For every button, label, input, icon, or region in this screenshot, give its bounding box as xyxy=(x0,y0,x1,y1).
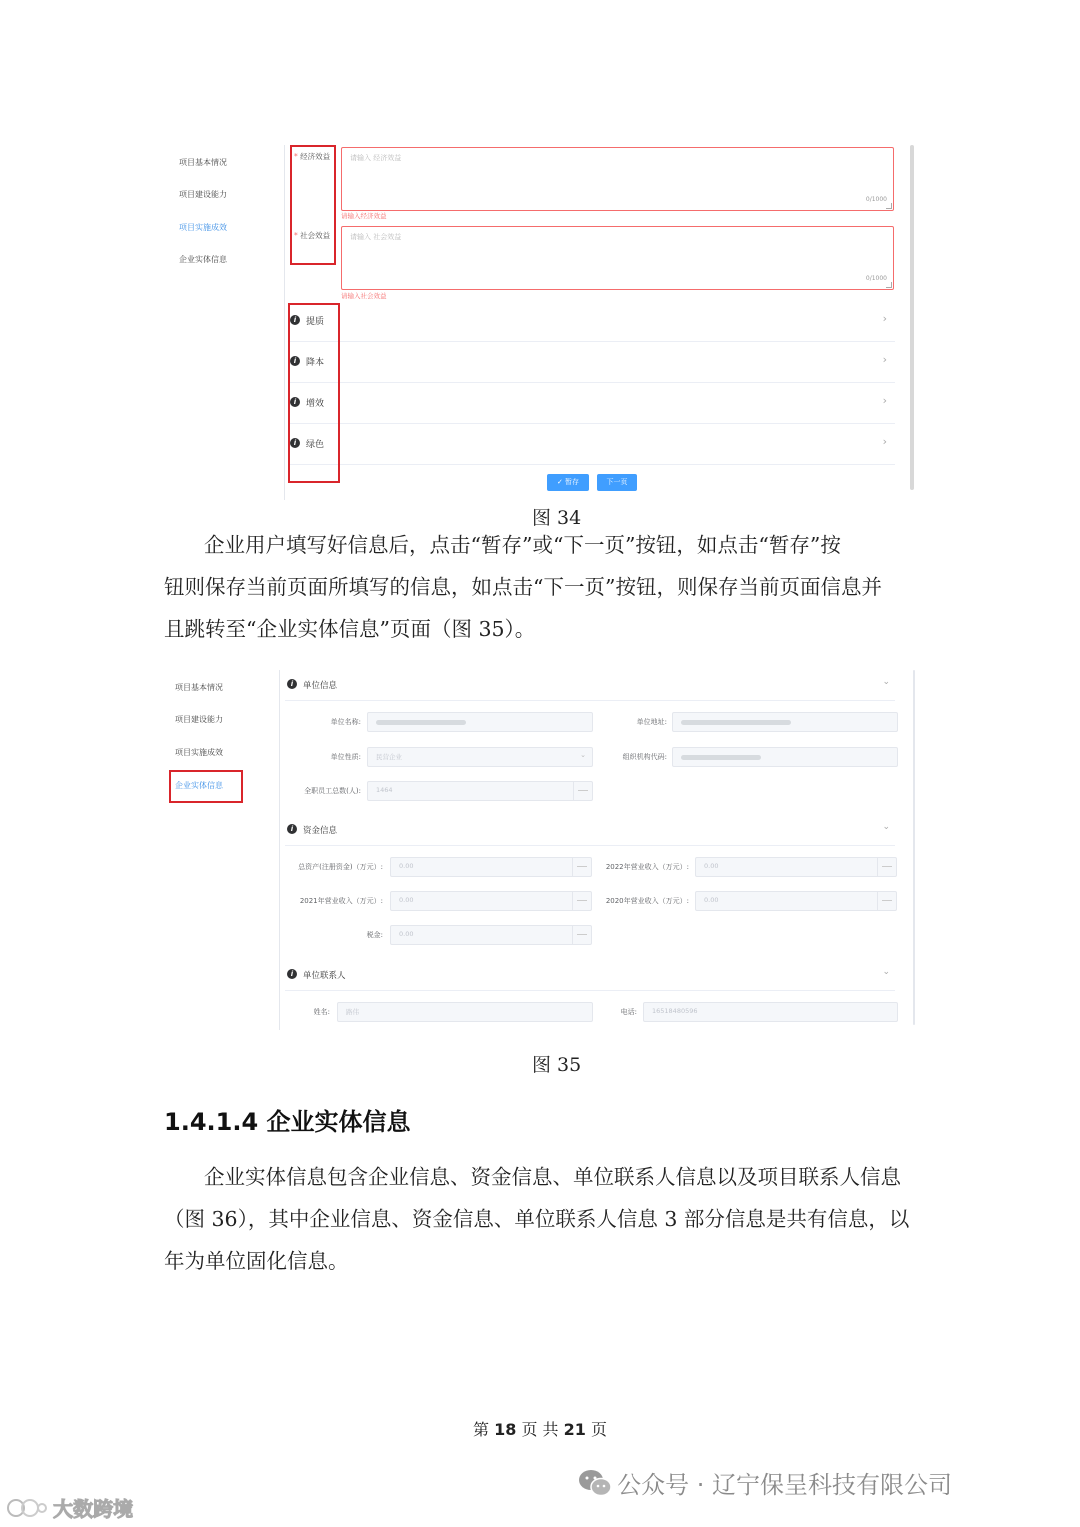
collapse-item-green[interactable] xyxy=(290,423,895,465)
collapse-item-efficiency[interactable] xyxy=(290,382,895,424)
collapse-item-cost[interactable] xyxy=(290,341,895,383)
scrollbar[interactable] xyxy=(910,145,914,490)
total-assets-input[interactable] xyxy=(390,857,592,877)
sidebar-item-implementation-results[interactable]: 项目实施成效 xyxy=(175,748,223,757)
required-mark: * xyxy=(294,231,298,240)
stepper[interactable] xyxy=(572,926,591,944)
next-page-button[interactable]: 下一页 xyxy=(597,474,637,491)
scrollbar[interactable] xyxy=(913,670,915,1025)
figure-34-caption: 图 34 xyxy=(532,507,582,529)
sidebar-item-implementation-results[interactable]: 项目实施成效 xyxy=(179,223,227,232)
revenue-2021-input[interactable] xyxy=(390,891,592,911)
section-title: 资金信息 xyxy=(303,826,338,836)
footer-suffix: 页 xyxy=(591,1420,608,1439)
input-value: 0.00 xyxy=(704,862,719,870)
chevron-right-icon: › xyxy=(882,394,887,407)
input-value: 16518480596 xyxy=(652,1007,698,1015)
figure-35-caption: 图 35 xyxy=(532,1054,582,1076)
section-title: 单位信息 xyxy=(303,681,338,691)
staff-count-label: 全职员工总数(人): xyxy=(304,787,361,795)
unit-address-label: 单位地址: xyxy=(636,718,667,726)
sidebar-item-enterprise-entity[interactable]: 企业实体信息 xyxy=(179,255,227,264)
unit-nature-select[interactable] xyxy=(367,747,593,767)
revenue-2022-input[interactable] xyxy=(695,857,897,877)
paragraph-line: 企业实体信息包含企业信息、资金信息、单位联系人信息以及项目联系人信息 xyxy=(204,1165,901,1189)
input-value: 0.00 xyxy=(399,862,414,870)
chevron-down-icon: ⌄ xyxy=(882,822,890,832)
sidebar-divider xyxy=(284,145,285,500)
paragraph-line: 企业用户填写好信息后，点击“暂存”或“下一页”按钮，如点击“暂存”按 xyxy=(204,533,841,557)
page-total: 21 xyxy=(563,1420,586,1439)
footer-middle: 页 共 xyxy=(521,1420,559,1439)
tax-input[interactable] xyxy=(390,925,592,945)
sidebar-item-project-basic[interactable]: 项目基本情况 xyxy=(175,683,223,692)
info-icon: i xyxy=(287,679,297,689)
resize-handle[interactable] xyxy=(886,282,892,288)
highlight-box-fields xyxy=(290,145,336,265)
revenue-2022-label: 2022年营业收入（万元）: xyxy=(605,863,689,871)
paragraph-entity-info xyxy=(164,1156,964,1282)
figure-34-screenshot xyxy=(170,140,920,500)
social-benefit-error: 请输入社会效益 xyxy=(341,292,387,300)
collapse-item-label: 提质 xyxy=(306,317,325,327)
section-unit-contact[interactable] xyxy=(285,960,895,991)
collapse-item-quality[interactable] xyxy=(290,300,895,342)
stepper[interactable] xyxy=(573,782,592,800)
unit-name-input[interactable] xyxy=(367,712,593,732)
section-fund-info[interactable] xyxy=(285,815,895,846)
info-icon: i xyxy=(290,315,300,325)
redacted-value xyxy=(376,720,466,725)
paragraph-intro xyxy=(164,524,964,650)
paragraph-line: 年为单位固化信息。 xyxy=(164,1249,349,1273)
social-benefit-counter: 0/1000 xyxy=(865,275,887,282)
info-icon: i xyxy=(290,438,300,448)
staff-count-input[interactable] xyxy=(367,781,593,801)
info-icon: i xyxy=(290,356,300,366)
org-code-input[interactable] xyxy=(672,747,898,767)
total-assets-label: 总资产(注册资金)（万元）: xyxy=(298,863,383,871)
redacted-value xyxy=(681,720,791,725)
chevron-right-icon: › xyxy=(882,312,887,325)
collapse-item-label: 绿色 xyxy=(306,440,325,450)
social-benefit-textarea[interactable] xyxy=(341,226,894,290)
info-icon: i xyxy=(290,397,300,407)
paragraph-line: 钮则保存当前页面所填写的信息，如点击“下一页”按钮，则保存当前页面信息并 xyxy=(164,575,882,599)
input-value: 0.00 xyxy=(399,930,414,938)
revenue-2020-label: 2020年营业收入（万元）: xyxy=(605,897,689,905)
sidebar-item-construction-capability[interactable]: 项目建设能力 xyxy=(175,715,223,724)
figure-35-screenshot xyxy=(165,665,920,1030)
corner-watermark-text: 大数跨境 xyxy=(53,1497,134,1521)
sidebar-item-construction-capability[interactable]: 项目建设能力 xyxy=(179,190,227,199)
input-value: 1464 xyxy=(376,786,393,794)
section-unit-info[interactable] xyxy=(285,670,895,701)
corner-watermark xyxy=(6,1493,133,1522)
stepper[interactable] xyxy=(572,892,591,910)
contact-phone-input[interactable] xyxy=(643,1002,898,1022)
highlight-box-collapse xyxy=(288,303,340,483)
economic-benefit-counter: 0/1000 xyxy=(865,196,887,203)
wechat-account-name: 公众号 · 辽宁保呈科技有限公司 xyxy=(617,1471,952,1499)
sidebar-item-project-basic[interactable]: 项目基本情况 xyxy=(179,158,227,167)
social-benefit-label-text: 社会效益 xyxy=(300,231,331,240)
unit-address-input[interactable] xyxy=(672,712,898,732)
revenue-2020-input[interactable] xyxy=(695,891,897,911)
footer-prefix: 第 xyxy=(472,1420,489,1439)
economic-benefit-placeholder: 请输入 经济效益 xyxy=(350,154,402,162)
stepper[interactable] xyxy=(877,858,896,876)
paragraph-line: （图 36），其中企业信息、资金信息、单位联系人信息 3 部分信息是共有信息，以 xyxy=(164,1207,910,1231)
input-value: 0.00 xyxy=(399,896,414,904)
chevron-down-icon: ⌄ xyxy=(882,677,890,687)
select-value: 民营企业 xyxy=(376,753,402,761)
contact-name-input[interactable] xyxy=(337,1002,593,1022)
contact-name-label: 姓名: xyxy=(313,1008,330,1016)
tax-label: 税金: xyxy=(366,931,383,939)
chevron-down-icon: ⌄ xyxy=(882,967,890,977)
section-heading: 1.4.1.4 企业实体信息 xyxy=(164,1108,411,1136)
highlight-box-sidebar xyxy=(169,770,243,803)
required-mark: * xyxy=(294,152,298,161)
logo-icon xyxy=(6,1496,48,1520)
info-icon: i xyxy=(287,969,297,979)
paragraph-line: 且跳转至“企业实体信息”页面（图 35）。 xyxy=(164,617,536,641)
page-number: 18 xyxy=(494,1420,517,1439)
wechat-icon xyxy=(578,1468,612,1498)
save-draft-button[interactable]: ✓ 暂存 xyxy=(547,474,589,491)
stepper[interactable] xyxy=(877,892,896,910)
chevron-right-icon: › xyxy=(882,353,887,366)
wechat-watermark xyxy=(578,1465,952,1500)
unit-name-label: 单位名称: xyxy=(330,718,361,726)
economic-benefit-error: 请输入经济效益 xyxy=(341,212,387,220)
chevron-right-icon: › xyxy=(882,435,887,448)
page-footer xyxy=(0,1417,1080,1440)
unit-nature-label: 单位性质: xyxy=(330,753,361,761)
input-value: 0.00 xyxy=(704,896,719,904)
collapse-item-label: 降本 xyxy=(306,358,325,368)
collapse-item-label: 增效 xyxy=(306,399,325,409)
contact-phone-label: 电话: xyxy=(620,1008,637,1016)
sidebar-divider xyxy=(279,670,280,1030)
org-code-label: 组织机构代码: xyxy=(622,753,667,761)
chevron-down-icon: ⌄ xyxy=(580,751,586,759)
info-icon: i xyxy=(287,824,297,834)
input-value: 路伟 xyxy=(346,1008,359,1016)
revenue-2021-label: 2021年营业收入（万元）: xyxy=(299,897,383,905)
economic-benefit-textarea[interactable] xyxy=(341,147,894,211)
redacted-value xyxy=(681,755,761,760)
section-title: 单位联系人 xyxy=(303,971,346,981)
resize-handle[interactable] xyxy=(886,203,892,209)
sidebar-item-enterprise-entity[interactable]: 企业实体信息 xyxy=(175,781,223,790)
stepper[interactable] xyxy=(572,858,591,876)
economic-benefit-label-text: 经济效益 xyxy=(300,152,331,161)
social-benefit-placeholder: 请输入 社会效益 xyxy=(350,233,402,241)
